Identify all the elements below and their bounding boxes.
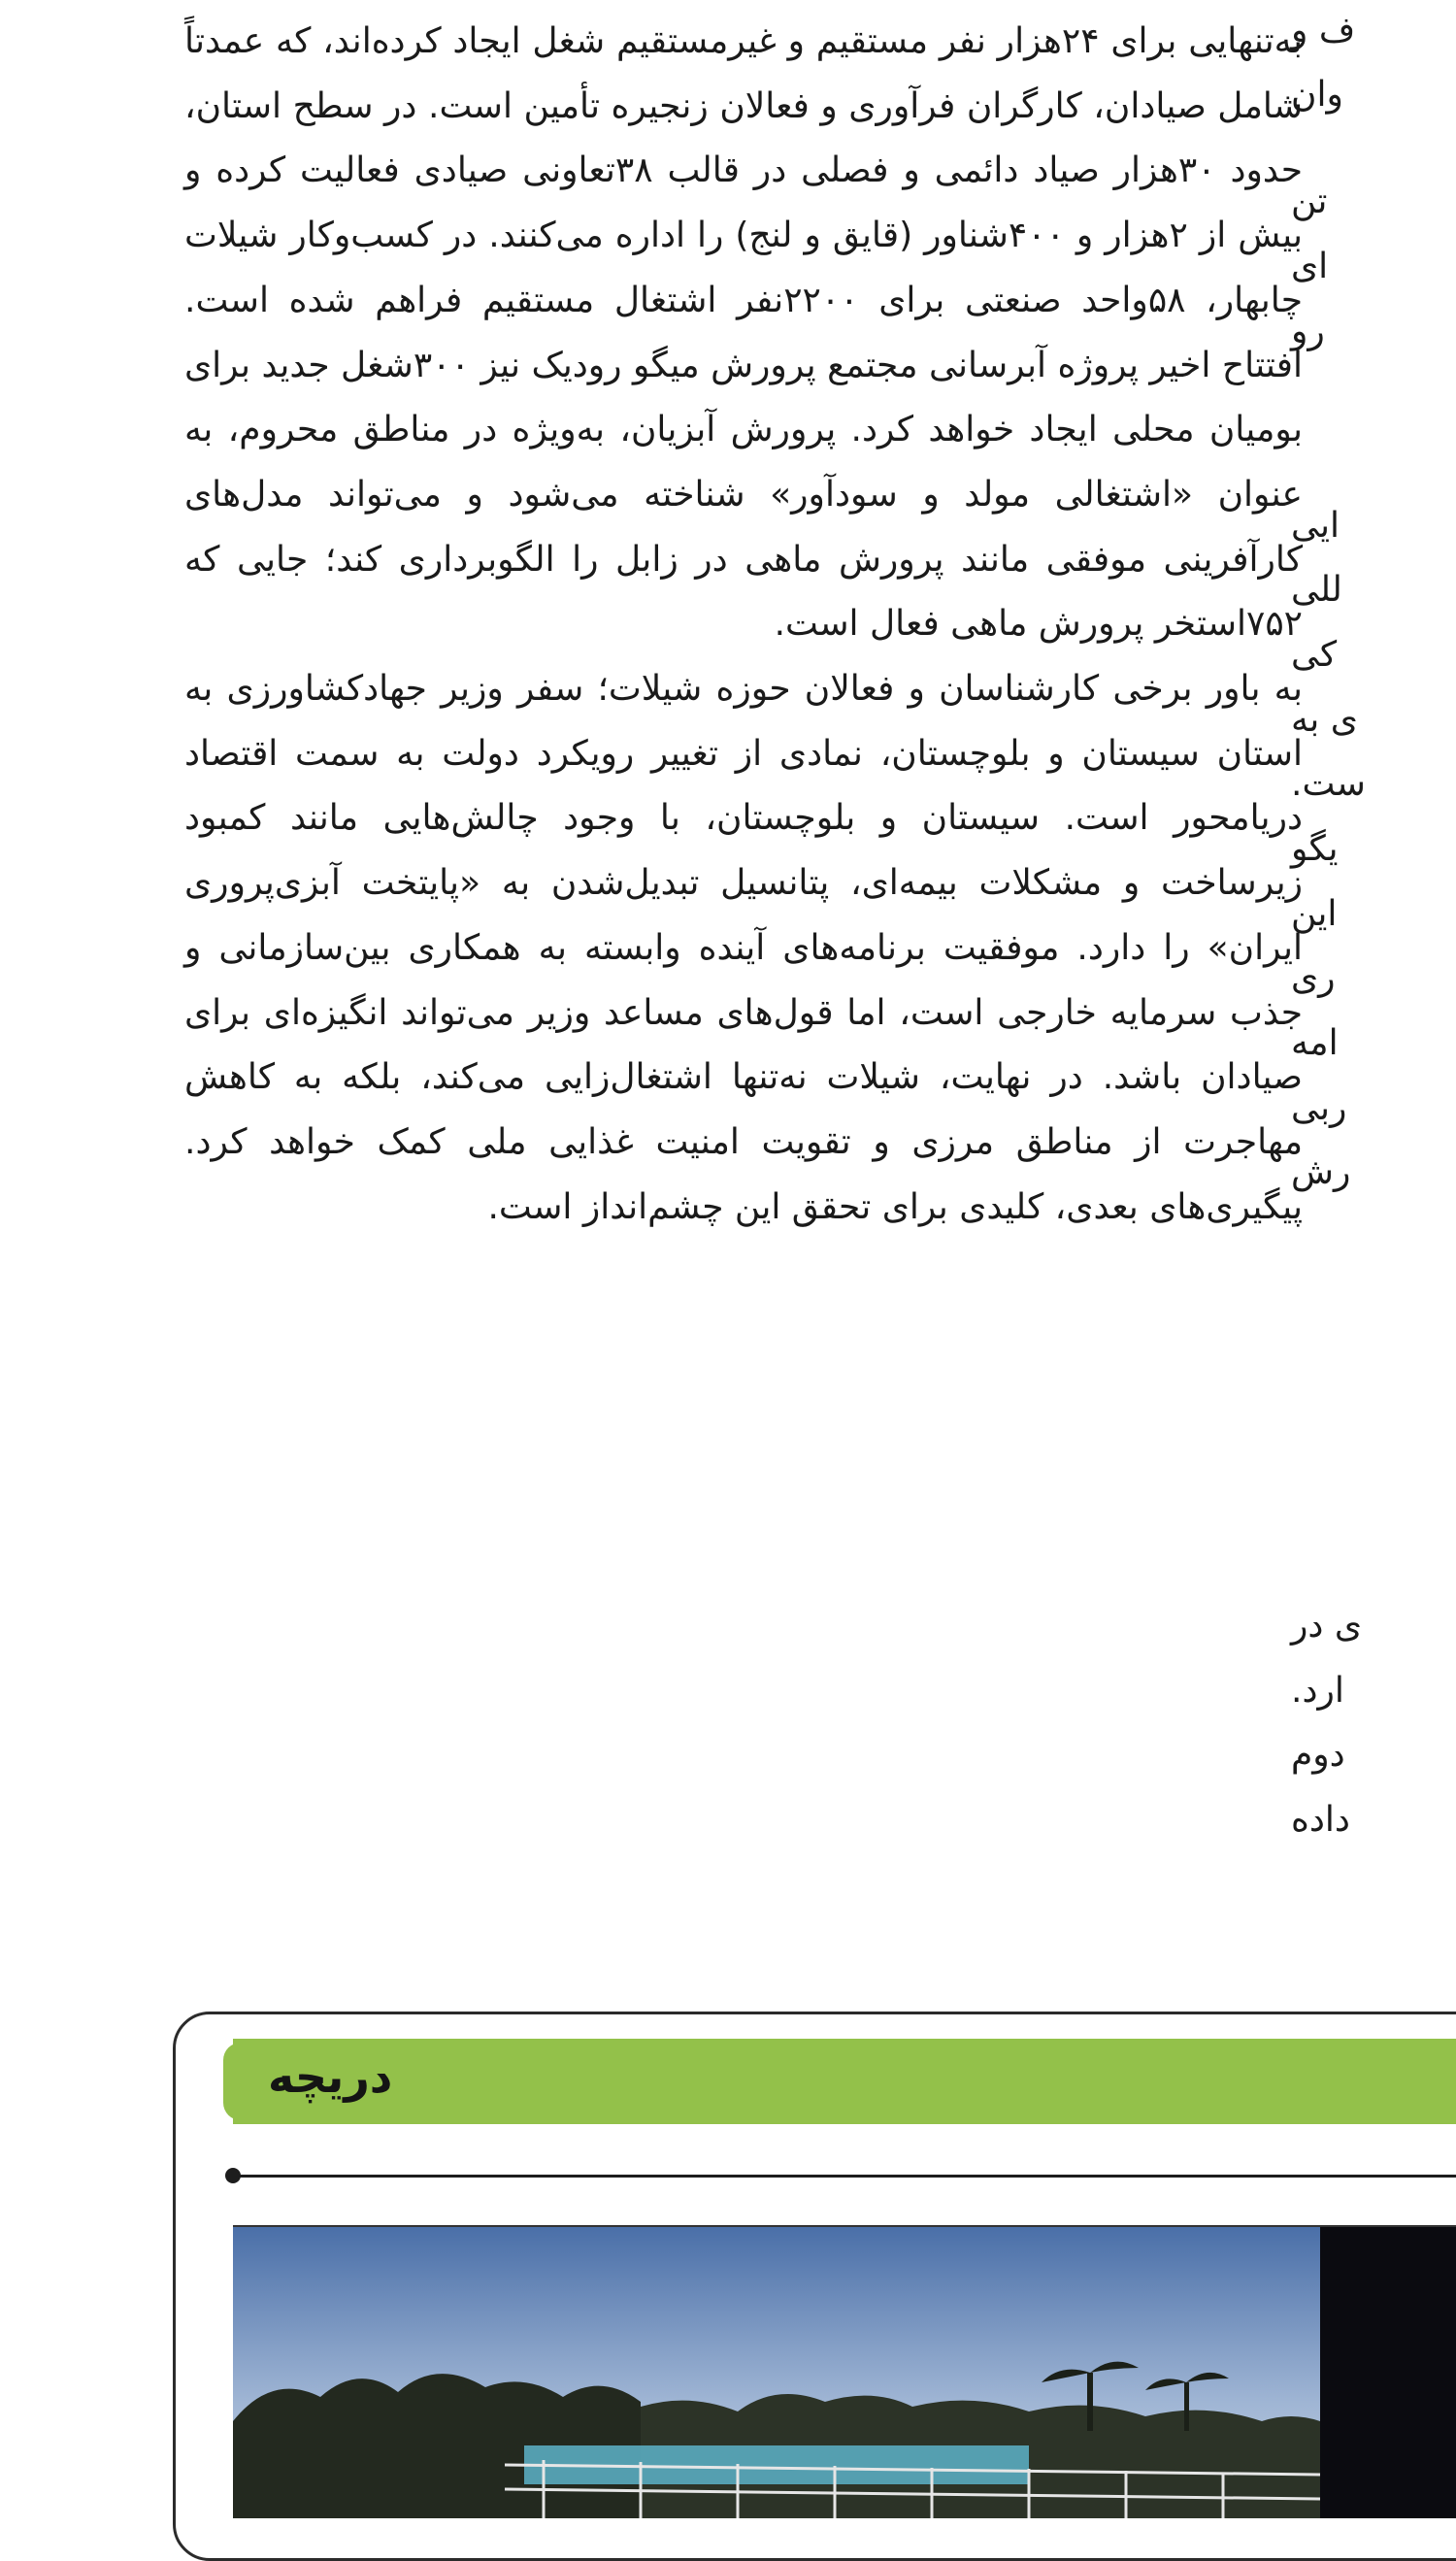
divider-line: [233, 2175, 1456, 2178]
fragment-line: ری: [1291, 958, 1336, 998]
article-paragraph: به باور برخی کارشناسان و فعالان حوزه شیلات؛ سفر وزیر جهادکشاورزی به استان سیستان و بلوچستان، نمادی از تغییر رویکرد دولت به سمت اقتصاد دریامحور است. سیستان و بلوچستان، با وجود چالش‌هایی مانند کمبود زیرساخت و مشکلات بیمه‌ای، پتانسیل تبدیل‌شدن به «پایتخت آبزی‌پروری ایران» را دارد. موفقیت برنامه‌های آینده وابسته به همکاری بین‌سازمانی و جذب سرمایه خارجی است، اما قول‌های مساعد وزیر می‌تواند انگیزه‌ای برای صیادان باشد. در نهایت، شیلات نه‌تنها اشتغال‌زایی می‌کند، بلکه به کاهش مهاجرت از مناطق مرزی و تقویت امنیت غذایی ملی کمک خواهد کرد. پیگیری‌های بعدی، کلیدی برای تحقق این چشم‌انداز است.: [184, 669, 1303, 1227]
fragment-line: ایی: [1291, 506, 1340, 546]
fragment-line: ربی: [1291, 1088, 1347, 1128]
fragment-line: امه: [1291, 1023, 1339, 1063]
divider-dot: [225, 2168, 241, 2183]
fragment-line: تن: [1291, 182, 1328, 221]
window-box-header-bar: [233, 2039, 1456, 2124]
fragment-line: وان: [1291, 75, 1343, 115]
fragment-line: للی: [1291, 570, 1342, 610]
article-paragraph: به‌تنهایی برای ۲۴هزار نفر مستقیم و غیرمستقیم شغل ایجاد کرده‌اند، که عمدتاً شامل صیادان، کارگران فرآوری و فعالان زنجیره تأمین است. در سطح استان، حدود ۳۰هزار صیاد دائمی و فصلی در قالب ۳۸تعاونی صیادی فعالیت کرده و بیش از ۲هزار و ۴۰۰شناور (قایق و لنج) را اداره می‌کنند. در کسب‌وکار شیلات چابهار، ۵۸واحد صنعتی برای ۲۲۰۰نفر اشتغال مستقیم فراهم شده است. افتتاح اخیر پروژه آبرسانی مجتمع پرورش میگو رودیک نیز ۳۰۰شغل جدید برای بومیان محلی ایجاد خواهد کرد. پرورش آبزیان، به‌ویژه در مناطق محروم، به عنوان «اشتغالی مولد و سودآور» شناخته می‌شود و می‌تواند مدل‌های کارآفرینی موفقی مانند پرورش ماهی در زابل را الگوبرداری کند؛ جایی که ۷۵۲استخر پرورش ماهی فعال است.: [184, 21, 1304, 645]
fragment-line: داده: [1291, 1800, 1350, 1840]
article-column: [184, 0, 1303, 1240]
fragment-line: ی در: [1291, 1606, 1363, 1646]
fragment-line: ف و: [1291, 11, 1356, 50]
fragment-line: ست.: [1291, 764, 1366, 804]
fragment-line: رش: [1291, 1152, 1351, 1192]
adjacent-column-fragments: [1291, 0, 1456, 1893]
coastal-resort-photo: [233, 2225, 1456, 2518]
fragment-line: ای: [1291, 247, 1329, 286]
fragment-line: این: [1291, 894, 1338, 934]
fragment-line: ارد.: [1291, 1671, 1344, 1711]
fragment-line: ی به: [1291, 700, 1358, 740]
fragment-line: یگو: [1291, 829, 1339, 869]
fragment-line: دوم: [1291, 1735, 1345, 1775]
fragment-line: کی: [1291, 635, 1338, 675]
window-box-title: دریچه: [268, 2050, 393, 2103]
fragment-line: رو: [1291, 312, 1325, 351]
